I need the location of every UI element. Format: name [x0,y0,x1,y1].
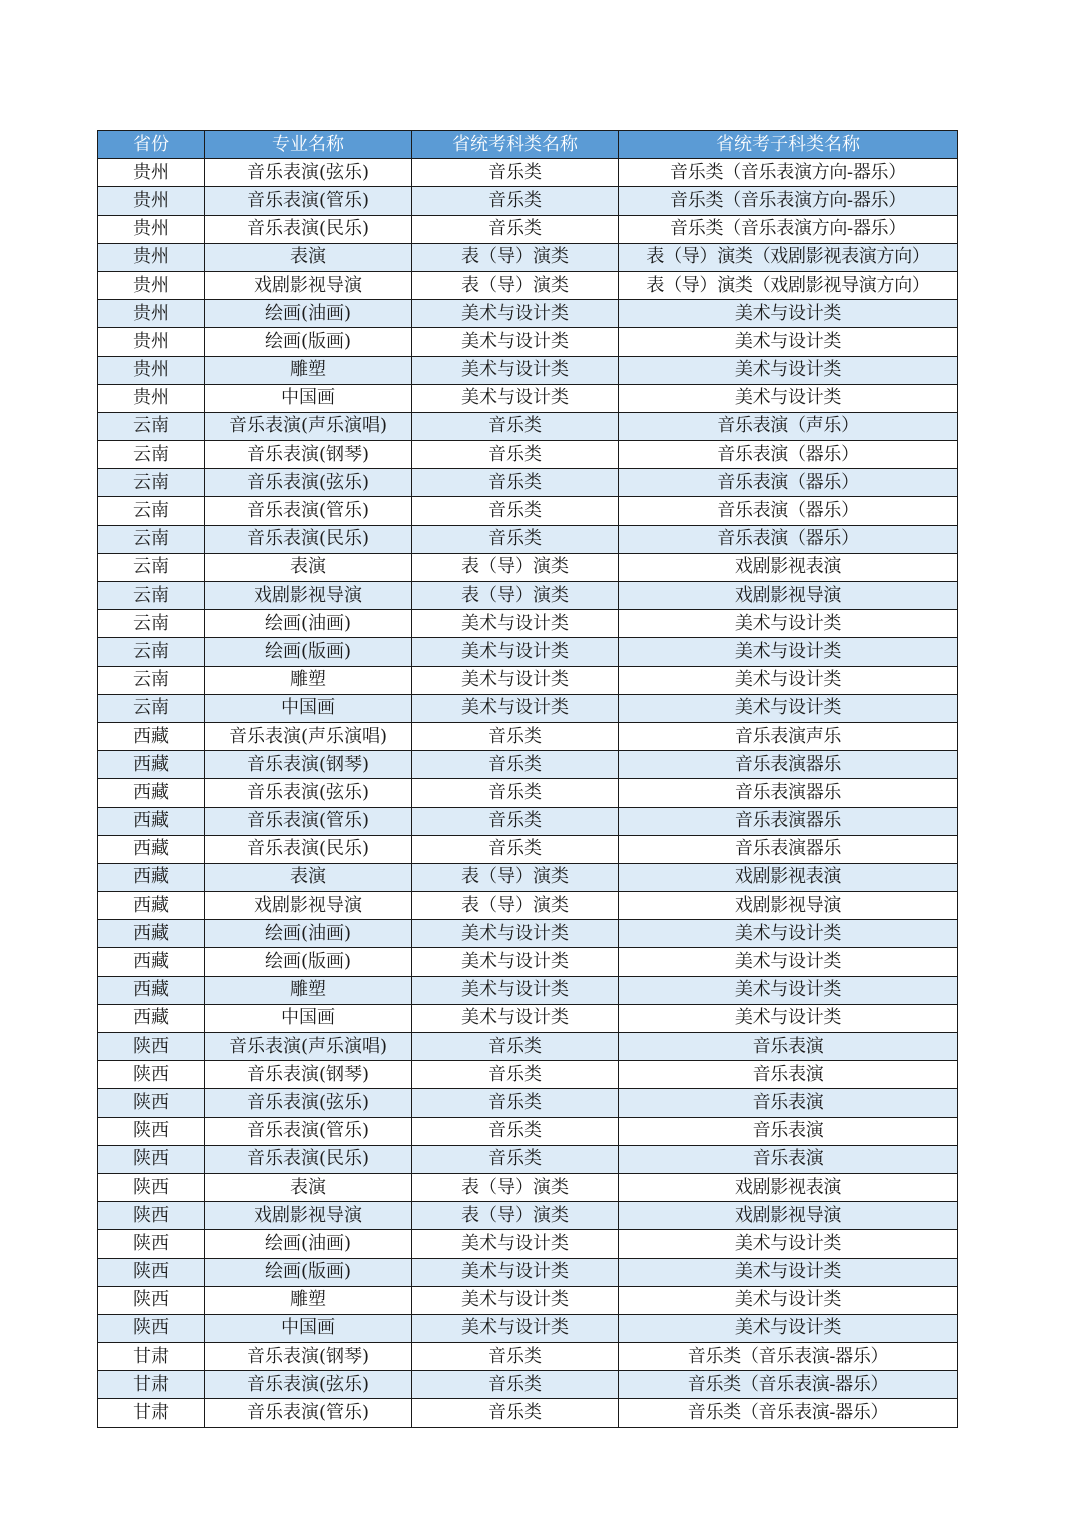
cell-province: 陕西 [98,1173,205,1201]
cell-exam-subcategory: 音乐类（音乐表演方向-器乐） [619,159,958,187]
cell-province: 陕西 [98,1145,205,1173]
cell-exam-subcategory: 美术与设计类 [619,1230,958,1258]
cell-major-name: 中国画 [205,1314,412,1342]
cell-exam-subcategory: 美术与设计类 [619,384,958,412]
table-row [98,1399,958,1427]
cell-exam-subcategory: 戏剧影视表演 [619,553,958,581]
cell-province: 西藏 [98,920,205,948]
table-row [98,1286,958,1314]
table-row [98,1033,958,1061]
cell-province: 西藏 [98,807,205,835]
table-row [98,1004,958,1032]
cell-exam-subcategory: 音乐表演（器乐） [619,469,958,497]
cell-exam-subcategory: 音乐类（音乐表演方向-器乐） [619,187,958,215]
cell-province: 云南 [98,553,205,581]
header-exam-category: 省统考科类名称 [412,131,619,159]
cell-major-name: 音乐表演(弦乐) [205,159,412,187]
cell-exam-subcategory: 音乐表演（器乐） [619,525,958,553]
cell-province: 贵州 [98,356,205,384]
table-row [98,1145,958,1173]
cell-province: 贵州 [98,300,205,328]
cell-exam-subcategory: 美术与设计类 [619,610,958,638]
table-row [98,469,958,497]
table-row [98,412,958,440]
header-major-name: 专业名称 [205,131,412,159]
cell-province: 贵州 [98,271,205,299]
table-row [98,1089,958,1117]
cell-province: 云南 [98,412,205,440]
cell-exam-category: 音乐类 [412,751,619,779]
table-row [98,694,958,722]
cell-province: 陕西 [98,1202,205,1230]
cell-major-name: 绘画(油画) [205,1230,412,1258]
cell-major-name: 音乐表演(钢琴) [205,751,412,779]
table-row [98,356,958,384]
table-body [98,159,958,1427]
cell-province: 贵州 [98,243,205,271]
cell-province: 甘肃 [98,1399,205,1427]
cell-major-name: 音乐表演(弦乐) [205,1371,412,1399]
cell-major-name: 音乐表演(弦乐) [205,779,412,807]
cell-major-name: 音乐表演(管乐) [205,1399,412,1427]
cell-major-name: 表演 [205,863,412,891]
cell-major-name: 表演 [205,553,412,581]
cell-province: 云南 [98,525,205,553]
table-row [98,384,958,412]
table-row [98,779,958,807]
cell-exam-category: 音乐类 [412,1033,619,1061]
cell-exam-subcategory: 音乐表演 [619,1117,958,1145]
cell-province: 甘肃 [98,1343,205,1371]
table-row [98,835,958,863]
cell-exam-subcategory: 戏剧影视导演 [619,892,958,920]
cell-major-name: 绘画(版画) [205,638,412,666]
cell-province: 陕西 [98,1033,205,1061]
cell-exam-subcategory: 戏剧影视表演 [619,863,958,891]
cell-exam-category: 美术与设计类 [412,356,619,384]
table-row [98,666,958,694]
table-row [98,1061,958,1089]
cell-exam-subcategory: 美术与设计类 [619,666,958,694]
cell-exam-category: 表（导）演类 [412,271,619,299]
cell-exam-category: 音乐类 [412,1371,619,1399]
cell-exam-category: 美术与设计类 [412,638,619,666]
table-row [98,1202,958,1230]
cell-exam-category: 表（导）演类 [412,892,619,920]
cell-major-name: 音乐表演(民乐) [205,835,412,863]
cell-major-name: 音乐表演(管乐) [205,497,412,525]
cell-major-name: 音乐表演(民乐) [205,525,412,553]
cell-exam-subcategory: 美术与设计类 [619,328,958,356]
cell-major-name: 音乐表演(管乐) [205,187,412,215]
cell-exam-subcategory: 美术与设计类 [619,694,958,722]
cell-exam-subcategory: 音乐类（音乐表演-器乐） [619,1371,958,1399]
table-row [98,582,958,610]
cell-major-name: 音乐表演(钢琴) [205,1343,412,1371]
cell-exam-category: 音乐类 [412,835,619,863]
cell-major-name: 戏剧影视导演 [205,582,412,610]
cell-province: 云南 [98,666,205,694]
cell-province: 贵州 [98,215,205,243]
cell-exam-subcategory: 美术与设计类 [619,356,958,384]
cell-exam-subcategory: 美术与设计类 [619,638,958,666]
table-row [98,300,958,328]
cell-exam-category: 美术与设计类 [412,666,619,694]
table-row [98,920,958,948]
cell-major-name: 绘画(油画) [205,610,412,638]
cell-major-name: 音乐表演(民乐) [205,215,412,243]
cell-exam-category: 音乐类 [412,525,619,553]
table-row [98,525,958,553]
cell-exam-category: 音乐类 [412,1089,619,1117]
cell-exam-category: 音乐类 [412,497,619,525]
table-row [98,271,958,299]
cell-province: 西藏 [98,835,205,863]
cell-province: 西藏 [98,863,205,891]
table-row [98,638,958,666]
table-row [98,159,958,187]
cell-major-name: 雕塑 [205,1286,412,1314]
cell-province: 西藏 [98,751,205,779]
major-category-table [97,130,958,1428]
cell-exam-category: 美术与设计类 [412,948,619,976]
cell-major-name: 绘画(版画) [205,948,412,976]
table-row [98,1314,958,1342]
cell-province: 贵州 [98,384,205,412]
cell-exam-subcategory: 戏剧影视表演 [619,1173,958,1201]
cell-province: 云南 [98,582,205,610]
cell-exam-subcategory: 音乐类（音乐表演方向-器乐） [619,215,958,243]
cell-exam-subcategory: 音乐表演器乐 [619,835,958,863]
cell-exam-subcategory: 表（导）演类（戏剧影视导演方向） [619,271,958,299]
cell-major-name: 音乐表演(弦乐) [205,469,412,497]
cell-exam-category: 音乐类 [412,779,619,807]
cell-exam-subcategory: 音乐表演 [619,1061,958,1089]
cell-province: 云南 [98,610,205,638]
cell-major-name: 绘画(油画) [205,300,412,328]
header-exam-subcategory: 省统考子科类名称 [619,131,958,159]
cell-exam-subcategory: 音乐表演（器乐） [619,497,958,525]
cell-exam-category: 美术与设计类 [412,1286,619,1314]
cell-exam-category: 表（导）演类 [412,243,619,271]
cell-major-name: 中国画 [205,1004,412,1032]
cell-exam-subcategory: 音乐表演器乐 [619,807,958,835]
table-row [98,1230,958,1258]
cell-province: 贵州 [98,187,205,215]
cell-exam-subcategory: 美术与设计类 [619,1314,958,1342]
cell-exam-subcategory: 美术与设计类 [619,976,958,1004]
cell-province: 陕西 [98,1258,205,1286]
cell-province: 陕西 [98,1061,205,1089]
cell-exam-category: 音乐类 [412,1145,619,1173]
cell-major-name: 雕塑 [205,976,412,1004]
cell-exam-subcategory: 美术与设计类 [619,1258,958,1286]
cell-exam-category: 音乐类 [412,1117,619,1145]
cell-major-name: 音乐表演(声乐演唱) [205,722,412,750]
cell-province: 西藏 [98,976,205,1004]
cell-exam-category: 表（导）演类 [412,863,619,891]
cell-exam-category: 音乐类 [412,159,619,187]
table-row [98,328,958,356]
table-row [98,1371,958,1399]
table-row [98,807,958,835]
cell-exam-subcategory: 戏剧影视导演 [619,582,958,610]
table-row [98,948,958,976]
cell-major-name: 音乐表演(声乐演唱) [205,1033,412,1061]
cell-exam-category: 音乐类 [412,441,619,469]
cell-major-name: 戏剧影视导演 [205,271,412,299]
cell-exam-category: 美术与设计类 [412,1258,619,1286]
cell-province: 贵州 [98,159,205,187]
cell-exam-subcategory: 音乐表演 [619,1145,958,1173]
cell-exam-subcategory: 音乐类（音乐表演-器乐） [619,1399,958,1427]
cell-exam-subcategory: 音乐表演 [619,1089,958,1117]
table-row [98,243,958,271]
cell-major-name: 雕塑 [205,356,412,384]
cell-province: 云南 [98,469,205,497]
cell-exam-category: 美术与设计类 [412,610,619,638]
cell-exam-subcategory: 音乐表演声乐 [619,722,958,750]
table-row [98,610,958,638]
cell-exam-category: 音乐类 [412,215,619,243]
cell-major-name: 中国画 [205,694,412,722]
table-row [98,751,958,779]
cell-major-name: 音乐表演(钢琴) [205,441,412,469]
cell-exam-category: 美术与设计类 [412,328,619,356]
cell-province: 西藏 [98,948,205,976]
cell-major-name: 音乐表演(管乐) [205,1117,412,1145]
cell-major-name: 表演 [205,243,412,271]
cell-exam-subcategory: 音乐表演器乐 [619,751,958,779]
cell-province: 云南 [98,441,205,469]
cell-exam-category: 美术与设计类 [412,976,619,1004]
cell-major-name: 中国画 [205,384,412,412]
table-row [98,1173,958,1201]
cell-exam-subcategory: 表（导）演类（戏剧影视表演方向） [619,243,958,271]
cell-exam-subcategory: 戏剧影视导演 [619,1202,958,1230]
cell-exam-category: 美术与设计类 [412,1230,619,1258]
table-row [98,722,958,750]
cell-province: 西藏 [98,779,205,807]
cell-exam-category: 音乐类 [412,469,619,497]
cell-major-name: 音乐表演(管乐) [205,807,412,835]
cell-major-name: 音乐表演(钢琴) [205,1061,412,1089]
cell-exam-category: 美术与设计类 [412,920,619,948]
cell-exam-subcategory: 美术与设计类 [619,300,958,328]
cell-major-name: 音乐表演(声乐演唱) [205,412,412,440]
cell-major-name: 戏剧影视导演 [205,1202,412,1230]
cell-exam-category: 表（导）演类 [412,582,619,610]
cell-province: 云南 [98,638,205,666]
cell-major-name: 表演 [205,1173,412,1201]
cell-exam-category: 表（导）演类 [412,1173,619,1201]
cell-exam-category: 美术与设计类 [412,1004,619,1032]
cell-major-name: 绘画(油画) [205,920,412,948]
cell-exam-category: 音乐类 [412,722,619,750]
cell-exam-category: 音乐类 [412,1399,619,1427]
cell-major-name: 雕塑 [205,666,412,694]
cell-exam-category: 音乐类 [412,807,619,835]
cell-exam-subcategory: 音乐类（音乐表演-器乐） [619,1343,958,1371]
cell-major-name: 音乐表演(弦乐) [205,1089,412,1117]
cell-exam-category: 美术与设计类 [412,694,619,722]
cell-major-name: 绘画(版画) [205,328,412,356]
cell-exam-category: 美术与设计类 [412,300,619,328]
cell-province: 西藏 [98,892,205,920]
header-province: 省份 [98,131,205,159]
cell-exam-subcategory: 音乐表演（声乐） [619,412,958,440]
cell-major-name: 绘画(版画) [205,1258,412,1286]
cell-exam-category: 表（导）演类 [412,553,619,581]
cell-exam-subcategory: 音乐表演 [619,1033,958,1061]
cell-major-name: 音乐表演(民乐) [205,1145,412,1173]
cell-exam-subcategory: 音乐表演（器乐） [619,441,958,469]
cell-exam-category: 音乐类 [412,187,619,215]
cell-exam-category: 音乐类 [412,412,619,440]
header-row [98,131,958,159]
table-row [98,976,958,1004]
cell-major-name: 戏剧影视导演 [205,892,412,920]
table-row [98,187,958,215]
cell-province: 西藏 [98,722,205,750]
cell-exam-category: 美术与设计类 [412,1314,619,1342]
cell-exam-subcategory: 音乐表演器乐 [619,779,958,807]
table-row [98,1117,958,1145]
cell-province: 陕西 [98,1230,205,1258]
cell-exam-category: 音乐类 [412,1061,619,1089]
cell-province: 陕西 [98,1286,205,1314]
table-header [98,131,958,159]
cell-exam-subcategory: 美术与设计类 [619,1286,958,1314]
table-row [98,1343,958,1371]
cell-exam-category: 音乐类 [412,1343,619,1371]
cell-province: 云南 [98,694,205,722]
cell-province: 陕西 [98,1117,205,1145]
cell-exam-subcategory: 美术与设计类 [619,948,958,976]
cell-province: 甘肃 [98,1371,205,1399]
cell-province: 云南 [98,497,205,525]
table-row [98,863,958,891]
table-row [98,892,958,920]
cell-province: 贵州 [98,328,205,356]
cell-exam-subcategory: 美术与设计类 [619,1004,958,1032]
cell-province: 陕西 [98,1314,205,1342]
table-row [98,215,958,243]
cell-exam-category: 表（导）演类 [412,1202,619,1230]
table-row [98,553,958,581]
table-row [98,441,958,469]
cell-exam-category: 美术与设计类 [412,384,619,412]
table-row [98,1258,958,1286]
table-row [98,497,958,525]
cell-province: 陕西 [98,1089,205,1117]
cell-province: 西藏 [98,1004,205,1032]
cell-exam-subcategory: 美术与设计类 [619,920,958,948]
